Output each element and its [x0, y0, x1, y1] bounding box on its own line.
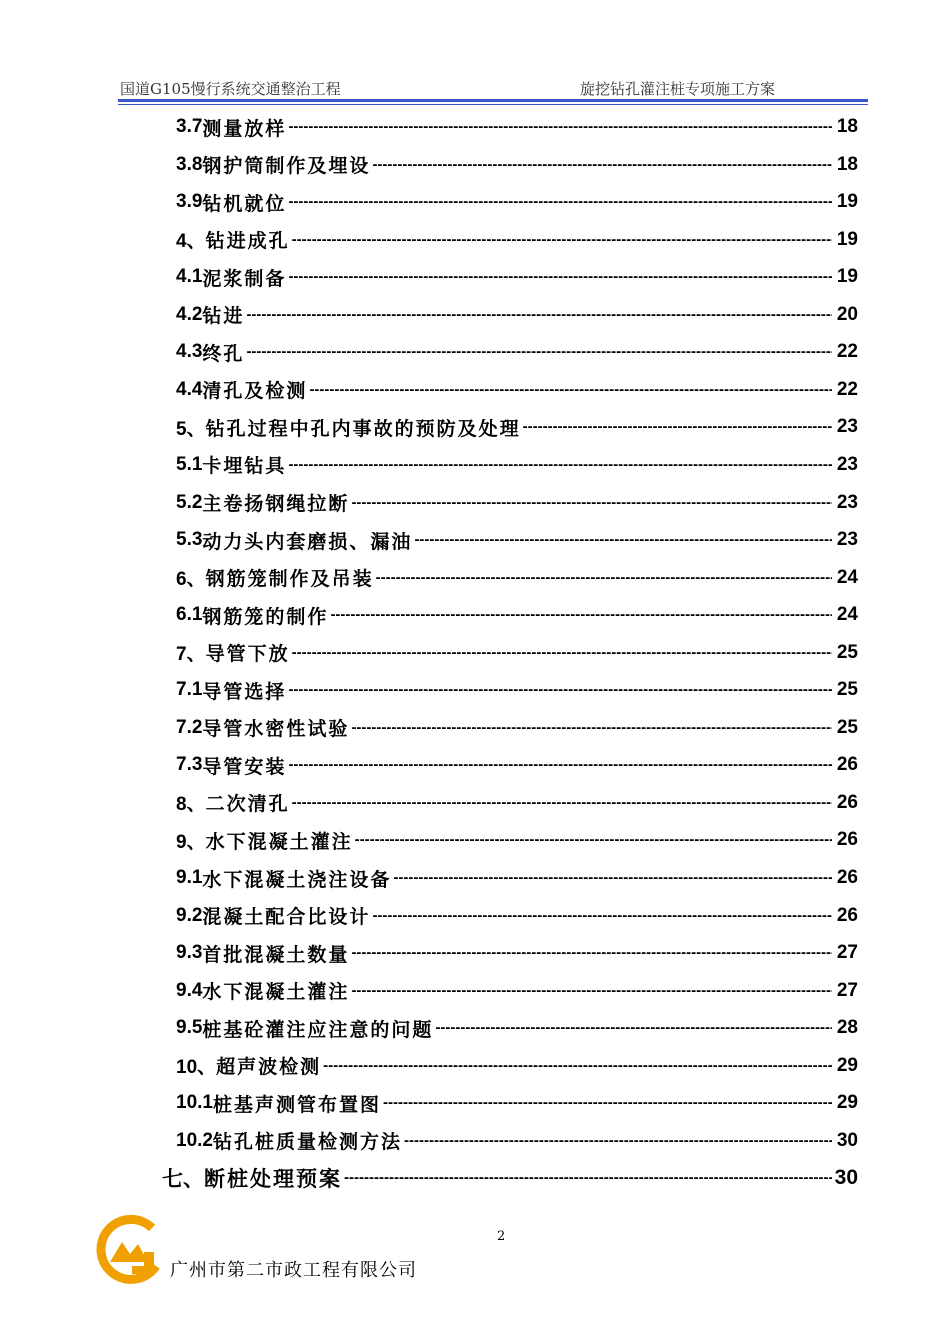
toc-entry[interactable]: [176, 827, 858, 853]
toc-entry[interactable]: [176, 339, 858, 365]
page-number: 2: [497, 1229, 506, 1244]
header-project-title: 国道G105慢行系统交通整治工程: [120, 80, 341, 98]
toc-entry[interactable]: [176, 940, 858, 966]
toc-entry-number: 7、: [176, 644, 206, 666]
toc-entry-title: 钢护筒制作及埋设: [202, 155, 371, 178]
toc-entry-number: 5.1: [176, 453, 203, 475]
toc-entry-title: 钻孔桩质量检测方法: [212, 1131, 402, 1154]
toc-entry-page: 18: [836, 153, 858, 175]
company-logo-icon: [92, 1214, 166, 1288]
toc-entry-page: 26: [836, 754, 858, 776]
toc-entry[interactable]: [176, 1128, 858, 1154]
toc-entry-number: 7.2: [176, 716, 203, 738]
toc-entry[interactable]: [176, 602, 858, 628]
toc-entry[interactable]: [176, 640, 858, 666]
toc-leader-dots: [393, 865, 832, 891]
toc-entry-page: 19: [836, 228, 858, 250]
toc-entry-page: 27: [836, 942, 858, 964]
toc-leader-dots: [292, 640, 832, 666]
toc-entry-title: 导管选择: [202, 680, 287, 703]
toc-leader-dots: [288, 189, 832, 215]
toc-leader-dots: [288, 264, 832, 290]
toc-entry-title: 断桩处理预案: [204, 1167, 342, 1192]
toc-entry-title: 清孔及检测: [202, 380, 308, 403]
toc-entry-page: 22: [836, 378, 858, 400]
toc-entry[interactable]: [176, 414, 858, 440]
toc-entry-number: 10.1: [176, 1092, 213, 1114]
toc-entry-title: 终孔: [202, 342, 245, 365]
toc-leader-dots: [351, 490, 832, 516]
toc-leader-dots: [323, 1053, 832, 1079]
toc-entry[interactable]: [176, 227, 858, 253]
toc-entry-page: 28: [836, 1017, 858, 1039]
toc-entry-page: 24: [836, 566, 858, 588]
toc-entry-title: 钢筋笼制作及吊装: [205, 568, 374, 591]
toc-leader-dots: [372, 152, 832, 178]
toc-leader-dots: [309, 377, 832, 403]
toc-entry-title: 二次清孔: [205, 793, 290, 816]
toc-entry[interactable]: [176, 189, 858, 215]
toc-entry-number: 7.1: [176, 679, 203, 701]
toc-entry-page: 29: [836, 1092, 858, 1114]
toc-entry[interactable]: [176, 264, 858, 290]
toc-entry-page: 25: [836, 641, 858, 663]
toc-entry[interactable]: [176, 790, 858, 816]
toc-entry-number: 4、: [176, 231, 206, 253]
header-document-title: 旋挖钻孔灌注桩专项施工方案: [580, 80, 776, 98]
toc-entry-number: 9.2: [176, 904, 203, 926]
toc-leader-dots: [383, 1090, 832, 1116]
toc-entry-page: 30: [834, 1166, 858, 1190]
toc-leader-dots: [246, 339, 832, 365]
toc-entry[interactable]: [176, 1015, 858, 1041]
toc-entry-number: 8、: [176, 794, 206, 816]
toc-leader-dots: [351, 978, 832, 1004]
toc-entry[interactable]: [176, 377, 858, 403]
toc-entry-number: 3.7: [176, 116, 203, 137]
toc-leader-dots: [292, 227, 832, 253]
toc-entry[interactable]: [176, 752, 858, 778]
toc-entry-page: 24: [836, 604, 858, 626]
toc-leader-dots: [288, 677, 832, 703]
toc-leader-dots: [435, 1015, 832, 1041]
toc-leader-dots: [344, 1165, 832, 1191]
toc-entry-page: 23: [836, 529, 858, 551]
toc-entry[interactable]: [176, 152, 858, 178]
toc-entry-title: 钻进: [202, 305, 245, 328]
toc-entry-number: 5、: [176, 418, 206, 440]
toc-entry-title: 水下混凝土灌注: [202, 981, 350, 1004]
toc-leader-dots: [288, 452, 832, 478]
toc-entry[interactable]: [176, 978, 858, 1004]
toc-entry-title: 导管水密性试验: [202, 718, 350, 741]
toc-entry-title: 钢筋笼的制作: [202, 605, 329, 628]
toc-entry-title: 水下混凝土灌注: [205, 830, 353, 853]
toc-entry-page: 30: [836, 1129, 858, 1151]
toc-entry-page: 23: [836, 416, 858, 438]
toc-entry-number: 9.3: [176, 942, 203, 964]
toc-entry-page: 26: [836, 829, 858, 851]
toc-entry-page: 19: [836, 266, 858, 288]
toc-entry-number: 9.4: [176, 979, 203, 1001]
header-rule: [118, 99, 868, 102]
toc-entry[interactable]: [176, 527, 858, 553]
toc-entry-page: 20: [836, 303, 858, 325]
toc-entry-title: 桩基砼灌注应注意的问题: [202, 1018, 434, 1041]
toc-entry-page: 27: [836, 979, 858, 1001]
toc-entry-number: 9.5: [176, 1017, 203, 1039]
toc-entry-title: 超声波检测: [216, 1056, 322, 1079]
toc-leader-dots: [351, 715, 832, 741]
toc-entry-title: 动力头内套磨损、漏油: [202, 530, 413, 553]
toc-entry[interactable]: [176, 1090, 858, 1116]
toc-entry-title: 钻进成孔: [205, 230, 290, 253]
toc-leader-dots: [292, 790, 832, 816]
toc-entry-number: 4.4: [176, 378, 203, 400]
toc-entry-title: 卡埋钻具: [202, 455, 287, 478]
toc-leader-dots: [414, 527, 832, 553]
toc-entry-page: 26: [836, 791, 858, 813]
toc-entry-number: 9、: [176, 831, 206, 853]
toc-entry[interactable]: [176, 302, 858, 328]
toc-entry[interactable]: [176, 903, 858, 929]
toc-entry-page: 23: [836, 453, 858, 475]
toc-leader-dots: [355, 827, 832, 853]
toc-entry-number: 七、: [162, 1168, 204, 1192]
toc-leader-dots: [376, 565, 832, 591]
toc-leader-dots: [372, 903, 832, 929]
toc-entry-number: 6.1: [176, 604, 203, 626]
toc-entry-page: 18: [836, 116, 858, 137]
toc-entry-number: 6、: [176, 569, 206, 591]
toc-entry-number: 3.9: [176, 191, 203, 213]
toc-entry[interactable]: [176, 1053, 858, 1079]
toc-entry-page: 29: [836, 1054, 858, 1076]
toc-entry[interactable]: [176, 452, 858, 478]
toc-entry[interactable]: [176, 677, 858, 703]
toc-entry-page: 25: [836, 679, 858, 701]
header-rule-thin: [118, 104, 868, 105]
toc-leader-dots: [351, 940, 832, 966]
toc-entry-number: 3.8: [176, 153, 203, 175]
toc-entry-title: 泥浆制备: [202, 267, 287, 290]
toc-entry-title: 主卷扬钢绳拉断: [202, 493, 350, 515]
toc-entry-number: 5.3: [176, 529, 203, 551]
toc-entry-page: 23: [836, 491, 858, 513]
toc-entry-title: 导管下放: [205, 643, 290, 666]
toc-leader-dots: [330, 602, 832, 628]
toc-entry-page: 26: [836, 904, 858, 926]
toc-leader-dots: [288, 752, 832, 778]
toc-entry-number: 7.3: [176, 754, 203, 776]
company-name: 广州市第二市政工程有限公司: [170, 1260, 417, 1281]
toc-entry-number: 4.1: [176, 266, 203, 288]
toc-entry-number: 10.2: [176, 1129, 213, 1151]
toc-entry-number: 4.3: [176, 341, 203, 363]
toc-entry-title: 桩基声测管布置图: [212, 1093, 381, 1116]
toc-entry-page: 22: [836, 341, 858, 363]
toc-entry[interactable]: [176, 490, 858, 516]
toc-entry-title: 钻孔过程中孔内事故的预防及处理: [205, 417, 521, 440]
toc-entry[interactable]: [176, 114, 858, 140]
toc-entry-title: 钻机就位: [202, 192, 287, 215]
toc-entry-page: 25: [836, 716, 858, 738]
toc-leader-dots: [404, 1128, 832, 1154]
toc-entry-title: 首批混凝土数量: [202, 943, 350, 966]
toc-entry[interactable]: [162, 1165, 858, 1191]
toc-entry[interactable]: [176, 715, 858, 741]
toc-leader-dots: [246, 302, 832, 328]
toc-entry-title: 混凝土配合比设计: [202, 906, 371, 929]
toc-entry-number: 4.2: [176, 303, 203, 325]
toc-entry-number: 5.2: [176, 491, 203, 513]
toc-entry-page: 19: [836, 191, 858, 213]
toc-entry-page: 26: [836, 867, 858, 888]
toc-entry[interactable]: [176, 565, 858, 591]
toc-entry-number: 9.1: [176, 867, 203, 888]
toc-entry-title: 导管安装: [202, 755, 287, 778]
toc-leader-dots: [288, 114, 832, 140]
toc-entry-number: 10、: [176, 1057, 217, 1079]
toc-entry-title: 水下混凝土浇注设备: [202, 868, 392, 891]
toc-leader-dots: [523, 414, 832, 440]
toc-entry-title: 测量放样: [202, 117, 287, 140]
toc-entry[interactable]: [176, 865, 858, 891]
